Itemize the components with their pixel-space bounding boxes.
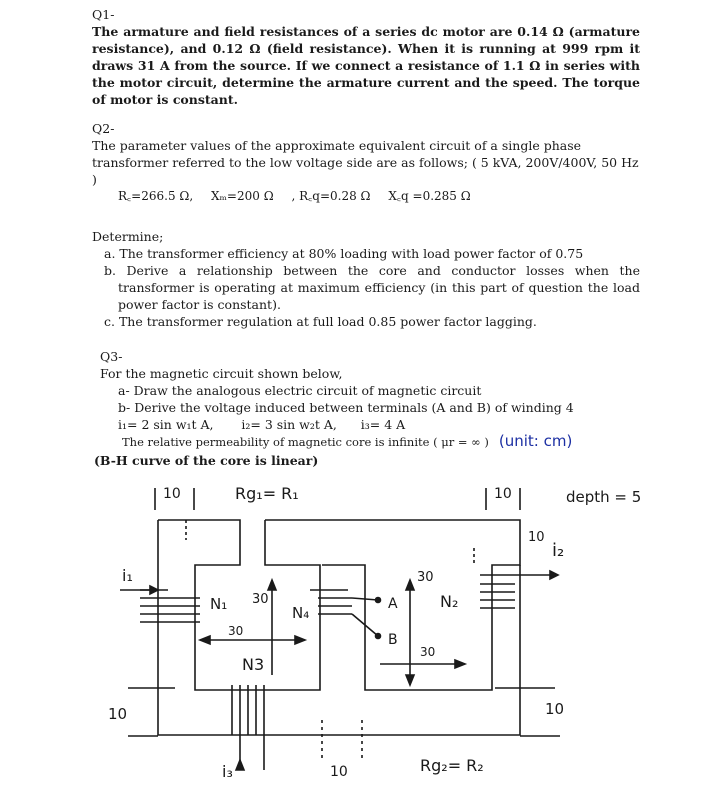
label-30-left-v: 30	[252, 592, 269, 607]
q2-item-c: c. The transformer regulation at full load 0.85 power factor lagging.	[104, 314, 537, 329]
label-left-width: 10	[163, 486, 181, 502]
coil-n1	[120, 586, 200, 622]
label-i2: i₂	[552, 540, 565, 561]
label-n4: N₄	[292, 604, 310, 622]
q3-intro: For the magnetic circuit shown below,	[100, 366, 343, 381]
label-rg1: Rg₁= R₁	[235, 484, 299, 503]
label-n2: N₂	[440, 592, 459, 611]
q3-permeability: The relative permeability of magnetic core is infinite ( μr = ∞ )	[122, 435, 489, 449]
core-outline-outer	[158, 520, 520, 735]
label-30-right-h: 30	[420, 645, 436, 659]
q2-determine-label: Determine;	[92, 229, 164, 244]
param-xeq: X꜀q =0.285 Ω	[388, 189, 471, 203]
q2-item-b: b. Derive a relationship between the core and conductor losses when the transformer is operating at maximum efficiency (in this part of question the load power factor is constant).	[104, 263, 640, 312]
label-depth: depth = 5	[566, 488, 642, 506]
current-i3: i₃= 4 A	[360, 417, 406, 432]
q3-units-note: (unit: cm)	[498, 432, 573, 450]
label-right-width: 10	[494, 486, 512, 502]
q2-intro: The parameter values of the approximate equivalent circuit of a single phase transformer referred to the low voltage side are as follows; ( 5 kVA, 200V/400V, 50 Hz )	[92, 138, 639, 187]
label-30-left-h: 30	[228, 624, 244, 638]
current-i1: i₁= 2 sin w₁t A,	[118, 417, 214, 432]
param-rc: R꜀=266.5 Ω,	[118, 189, 194, 203]
coil-n3	[232, 685, 264, 770]
label-i3: i₃	[222, 762, 233, 781]
label-b: B	[388, 632, 398, 648]
label-i1: i₁	[122, 566, 133, 585]
param-req: , R꜀q=0.28 Ω	[291, 189, 371, 203]
param-xm: Xₘ=200 Ω	[211, 189, 274, 203]
label-10-right: 10	[545, 700, 565, 718]
q3-heading: Q3-	[100, 349, 123, 364]
label-n3: N3	[242, 655, 265, 674]
label-a: A	[388, 596, 398, 612]
q1-body: The armature and field resistances of a series dc motor are 0.14 Ω (armature resistance), and 0.12 Ω (field resistance). When it is running at 999 rpm it draws 31 A from the source. If we connect a resistance of 1.1 Ω in series with the motor circuit, determine the armature current and the speed. The torque of motor is constant.	[92, 24, 640, 107]
label-30-right-v: 30	[417, 570, 434, 585]
q1-heading: Q1-	[92, 7, 115, 22]
label-rg2: Rg₂= R₂	[420, 756, 484, 775]
q3-bh-note: (B-H curve of the core is linear)	[94, 453, 319, 468]
label-10-bottom: 10	[330, 764, 348, 780]
label-10-top-right: 10	[528, 530, 545, 545]
label-n1: N₁	[210, 595, 228, 613]
q3-item-b: b- Derive the voltage induced between terminals (A and B) of winding 4	[118, 400, 574, 415]
current-i2: i₂= 3 sin w₂t A,	[241, 417, 337, 432]
label-10-left: 10	[108, 705, 128, 723]
q2-heading: Q2-	[92, 121, 115, 136]
q2-item-a: a. The transformer efficiency at 80% loading with load power factor of 0.75	[104, 246, 584, 261]
q3-item-a: a- Draw the analogous electric circuit of magnetic circuit	[118, 383, 482, 398]
